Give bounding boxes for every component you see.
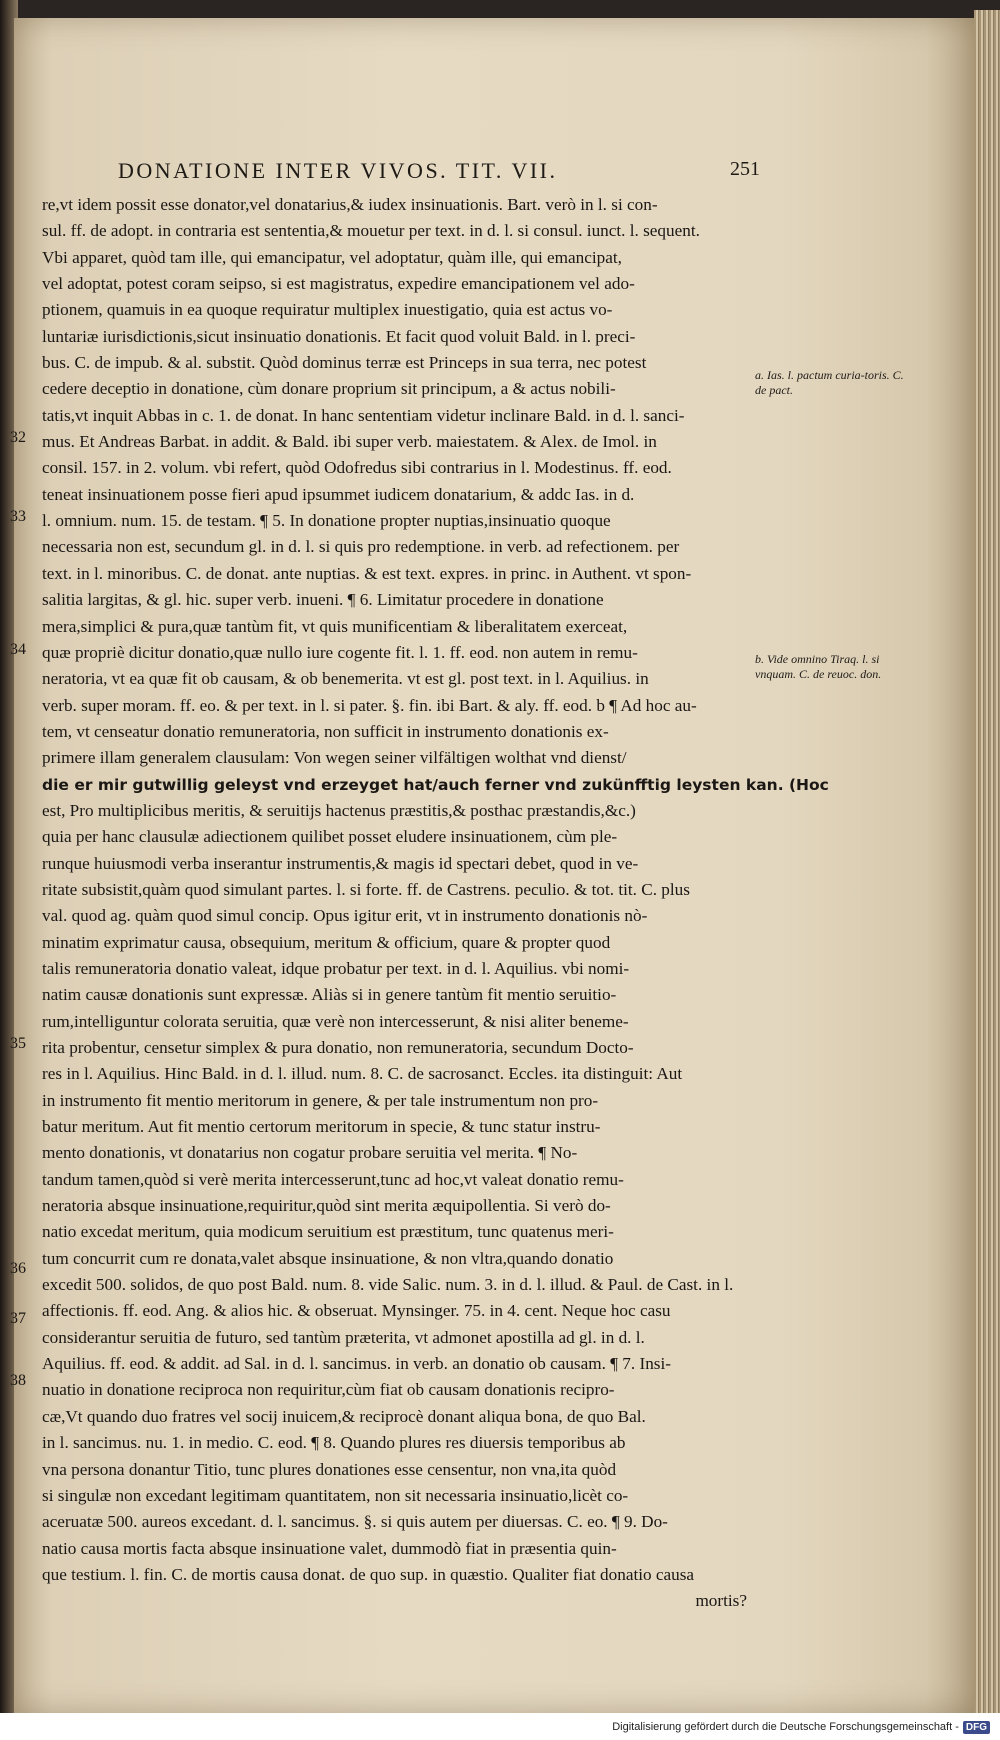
text-line: est, Pro multiplicibus meritis, & seruitijs hactenus præstitis,& posthac præstandis,&c.) [42, 800, 636, 820]
text-line: sul. ff. de adopt. in contraria est sententia,& mouetur per text. in d. l. si consul. iunct. l. sequent. [42, 221, 700, 241]
text-line: in l. sancimus. nu. 1. in medio. C. eod. ¶ 8. Quando plures res diuersis temporibus ab [42, 1433, 626, 1453]
text-line: consil. 157. in 2. volum. vbi refert, quòd Odofredus sibi contrarius in l. Modestinus. ff. eod. [42, 458, 672, 478]
margin-number: 32 [10, 429, 26, 446]
german-clause-line: die er mir gutwillig geleyst vnd erzeyget hat/auch ferner vnd zukünfftig leysten kan. (Hoc [42, 775, 829, 794]
text-line: mento donationis, vt donatarius non cogatur probare seruitia vel merita. ¶ No- [42, 1143, 578, 1163]
text-line: cæ,Vt quando duo fratres vel socij inuicem,& reciprocè donant aliqua bona, de quo Bal. [42, 1406, 646, 1426]
text-line: ptionem, quamuis in ea quoque requiratur multiplex inuestigatio, quia est actus vo- [42, 300, 613, 320]
text-line: batur meritum. Aut fit mentio certorum meritorum in specie, & tunc statur instru- [42, 1117, 601, 1137]
text-line: mera,simplici & pura,quæ tantùm fit, vt quis munificentiam & liberalitatem exerceat, [42, 616, 628, 636]
marginal-note-b: b. Vide omnino Tiraq. l. si vnquam. C. de reuoc. don. [755, 652, 882, 681]
text-line: mus. Et Andreas Barbat. in addit. & Bald. ibi super verb. maiestatem. & Alex. de Imol. in [42, 432, 657, 452]
text-line: runque huiusmodi verba inserantur instrumentis,& magis id spectari debet, quod in ve- [42, 853, 639, 873]
text-line: quæ propriè dicitur donatio,quæ nullo iure cogente fit. l. 1. ff. eod. non autem in remu- [42, 642, 638, 662]
text-line: bus. C. de impub. & al. substit. Quòd dominus terræ est Princeps in sua terra, nec potest [42, 353, 647, 373]
text-line: nuatio in donatione reciproca non requiritur,cùm fiat ob causam donationis recipro- [42, 1380, 615, 1400]
text-line: l. omnium. num. 15. de testam. ¶ 5. In donatione propter nuptias,insinuatio quoque [42, 511, 611, 531]
text-line: tatis,vt inquit Abbas in c. 1. de donat. In hanc sententiam videtur inclinare Bald. in d. l. sanci- [42, 405, 685, 425]
text-line: tum concurrit cum re donata,valet absque insinuatione, & non vltra,quando donatio [42, 1248, 614, 1268]
text-line: neratoria, vt ea quæ fit ob causam, & ob benemerita. vt est gl. post text. in l. Aquilius. in [42, 669, 649, 689]
margin-number: 35 [10, 1035, 26, 1052]
text-line: teneat insinuationem posse fieri apud ipsummet iudicem donatarium, & addc Ias. in d. [42, 484, 635, 504]
text-line: neratoria absque insinuatione,requiritur,quòd sint merita æquipollentia. Si verò do- [42, 1196, 611, 1216]
text-line: natim causæ donationis sunt expressæ. Aliàs si in genere tantùm fit mentio seruitio- [42, 985, 617, 1005]
footer-text: Digitalisierung gefördert durch die Deutsche Forschungsgemeinschaft - [612, 1721, 959, 1733]
text-line: natio causa mortis facta absque insinuatione valet, dummodò fiat in præsentia quin- [42, 1538, 617, 1558]
marginal-note-a: a. Ias. l. pactum curia-toris. C. de pact. [755, 368, 904, 397]
margin-number: 38 [10, 1372, 26, 1389]
text-line: Aquilius. ff. eod. & addit. ad Sal. in d. l. sancimus. in verb. an donatio ob causam. ¶ 7. Insi- [42, 1354, 671, 1374]
text-line: Vbi apparet, quòd tam ille, qui emancipatur, vel adoptatur, quàm ille, qui emancipat, [42, 247, 622, 267]
margin-number: 34 [10, 641, 26, 658]
text-line: rita probentur, censetur simplex & pura donatio, non remuneratoria, secundum Docto- [42, 1038, 634, 1057]
text-line: affectionis. ff. eod. Ang. & alios hic. & obseruat. Mynsinger. 75. in 4. cent. Neque hoc casu [42, 1301, 671, 1321]
text-line: rum,intelliguntur colorata seruitia, quæ verè non intercesserunt, & nisi aliter beneme- [42, 1011, 629, 1031]
text-line: val. quod ag. quàm quod simul concip. Opus igitur erit, vt in instrumento donationis nò- [42, 906, 648, 926]
text-line: luntariæ iurisdictionis,sicut insinuatio donationis. Et facit quod voluit Bald. in l. preci- [42, 326, 636, 346]
digitization-footer [612, 1718, 990, 1736]
text-line: primere illam generalem clausulam: Von wegen seiner vilfältigen wolthat vnd dienst/ [42, 748, 627, 768]
text-line: vna persona donantur Titio, tunc plures donationes esse censentur, non vna,ita quòd [42, 1459, 617, 1479]
text-line: in instrumento fit mentio meritorum in genere, & per tale instrumentum non pro- [42, 1090, 599, 1110]
text-line: text. in l. minoribus. C. de donat. ante nuptias. & est text. expres. in princ. in Authent. vt spon- [42, 563, 692, 583]
text-line: verb. super moram. ff. eo. & per text. in l. si pater. §. fin. ibi Bart. & aly. ff. eod. b ¶ Ad hoc au- [42, 695, 697, 715]
text-line: vel adoptat, potest coram seipso, si est magistratus, expedire emancipationem vel ado- [42, 274, 635, 294]
text-line: minatim exprimatur causa, obsequium, meritum & officium, quare & propter quod [42, 932, 611, 952]
margin-number: 37 [10, 1310, 26, 1327]
text-line: mortis? [695, 1591, 747, 1611]
text-line: quia per hanc clausulæ adiectionem quilibet posset eludere insinuationem, cùm ple- [42, 827, 618, 847]
text-line: tem, vt censeatur donatio remuneratoria, non sufficit in instrumento donationis ex- [42, 721, 609, 741]
folio-number: 251 [730, 158, 760, 180]
margin-number: 33 [10, 508, 26, 525]
page-stack-edge [974, 10, 1000, 1722]
text-line: res in l. Aquilius. Hinc Bald. in d. l. illud. num. 8. C. de sacrosanct. Eccles. ita distinguit: Aut [42, 1064, 683, 1084]
text-line: natio excedat meritum, quia modicum seruitium est præstitum, tunc quatenus meri- [42, 1222, 614, 1242]
text-line: salitia largitas, & gl. hic. super verb. inueni. ¶ 6. Limitatur procedere in donatione [42, 590, 604, 610]
text-line: necessaria non est, secundum gl. in d. l. si quis pro redemptione. in verb. ad refectionem. per [42, 537, 680, 557]
dfg-logo-icon: DFG [963, 1721, 990, 1734]
text-line: talis remuneratoria donatio valeat, idque probatur per text. in d. l. Aquilius. vbi nomi- [42, 958, 630, 978]
text-line: si singulæ non excedant legitimam quantitatem, non sit necessaria insinuatio,licèt co- [42, 1485, 629, 1505]
text-line: ritate subsistit,quàm quod simulant partes. l. si forte. ff. de Castrens. peculio. & tot. tit. C. plus [42, 879, 690, 899]
text-line: excedit 500. solidos, de quo post Bald. num. 8. vide Salic. num. 3. in d. l. illud. & Paul. de Cast. in l. [42, 1275, 734, 1295]
running-title: DONATIONE INTER VIVOS. TIT. VII. [118, 158, 558, 183]
text-line: tandum tamen,quòd si verè merita intercesserunt,tunc ad hoc,vt valeat donatio remu- [42, 1169, 624, 1189]
text-line: que testium. l. fin. C. de mortis causa donat. de quo sup. in quæstio. Qualiter fiat donatio causa [42, 1564, 695, 1584]
text-line: cedere deceptio in donatione, cùm donare proprium sit principum, a & actus nobili- [42, 379, 616, 399]
text-line: aceruatæ 500. aureos excedant. d. l. sancimus. §. si quis autem per diuersas. C. eo. ¶ 9. Do- [42, 1512, 668, 1532]
text-line: considerantur seruitia de futuro, sed tantùm præterita, vt admonet apostilla ad gl. in d. l. [42, 1327, 645, 1347]
margin-number: 36 [10, 1260, 26, 1277]
text-line: re,vt idem possit esse donator,vel donatarius,& iudex insinuationis. Bart. verò in l. si con- [42, 195, 658, 214]
